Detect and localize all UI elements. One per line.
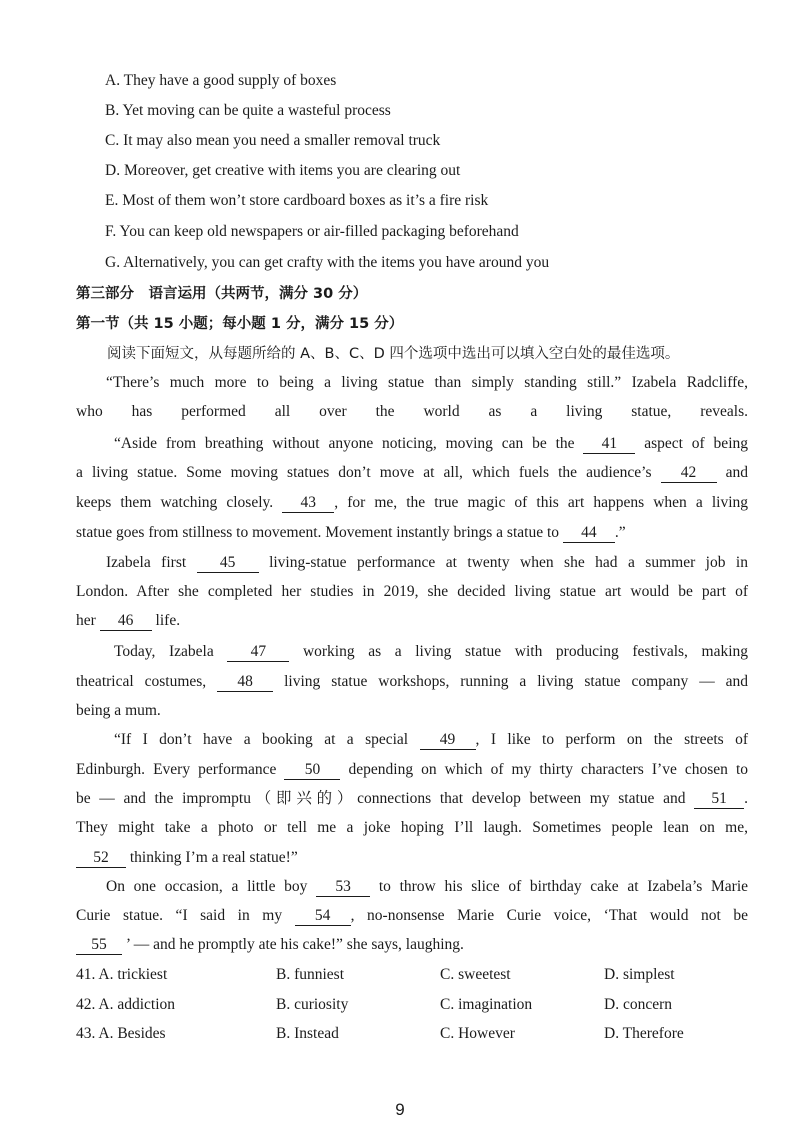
question-option: C. However	[440, 1025, 515, 1042]
option-d: D. Moreover, get creative with items you are clearing out	[105, 162, 461, 179]
passage-line: Curie statue. “I said in my 54 , no-nonsense Marie Curie voice, ‘That would not be	[76, 907, 748, 924]
blank-41: 41	[583, 435, 635, 454]
passage-line: statue goes from stillness to movement. Movement instantly brings a statue to 44 .”	[76, 524, 626, 541]
passage-line: her 46 life.	[76, 612, 181, 629]
passage-line: keeps them watching closely. 43 , for me, the true magic of this art happens when a living	[76, 494, 749, 511]
option-e: E. Most of them won’t store cardboard boxes as it’s a fire risk	[105, 192, 489, 209]
instruction: 阅读下面短文，从每题所给的 A、B、C、D 四个选项中选出可以填入空白处的最佳选项。	[107, 346, 680, 362]
passage-line: “If I don’t have a booking at a special 49 , I like to perform on the streets of	[114, 731, 749, 748]
question-option: D. concern	[604, 996, 672, 1013]
passage-line: Today, Izabela 47 working as a living statue with producing festivals, making	[114, 643, 749, 660]
question-option: D. Therefore	[604, 1025, 684, 1042]
blank-42: 42	[661, 464, 717, 483]
question-option: C. imagination	[440, 996, 533, 1013]
passage-line: be — and the impromptu（即兴的）connections that develop between my statue and 51 .	[76, 790, 749, 807]
question-option: B. curiosity	[276, 996, 349, 1013]
passage-line: being a mum.	[76, 702, 161, 719]
passage-line: a living statue. Some moving statues don’t move at all, which fuels the audience’s 42 and	[76, 464, 748, 481]
option-a: A. They have a good supply of boxes	[105, 72, 337, 89]
blank-50: 50	[284, 761, 340, 780]
passage-line: theatrical costumes, 48 living statue workshops, running a living statue company — and	[76, 673, 749, 690]
blank-43: 43	[282, 494, 334, 513]
passage-line: “Aside from breathing without anyone noticing, moving can be the 41 aspect of being	[114, 435, 748, 452]
blank-48: 48	[217, 673, 273, 692]
option-b: B. Yet moving can be quite a wasteful process	[105, 102, 391, 119]
passage-line: 52 thinking I’m a real statue!”	[76, 848, 298, 868]
blank-53: 53	[316, 878, 370, 897]
blank-47: 47	[227, 643, 289, 662]
blank-55: 55	[76, 936, 122, 955]
question-option: 41. A. trickiest	[76, 966, 168, 983]
question-row	[76, 995, 756, 1015]
section1-heading: 第一节（共 15 小题；每小题 1 分，满分 15 分）	[76, 316, 404, 332]
question-option: 43. A. Besides	[76, 1025, 166, 1042]
blank-49: 49	[420, 731, 476, 750]
question-row	[76, 1024, 756, 1044]
blank-44: 44	[563, 524, 615, 543]
question-option: C. sweetest	[440, 966, 511, 983]
passage-line: Edinburgh. Every performance 50 depending on which of my thirty characters I’ve chosen to	[76, 761, 749, 778]
part3-heading: 第三部分 语言运用（共两节，满分 30 分）	[76, 286, 368, 302]
passage-line: Izabela first 45 living-statue performance at twenty when she had a summer job in	[106, 554, 748, 571]
blank-45: 45	[197, 554, 259, 573]
passage-line: 55 ’ — and he promptly ate his cake!” she says, laughing.	[76, 935, 464, 955]
blank-52: 52	[76, 849, 126, 868]
question-option: 42. A. addiction	[76, 996, 176, 1013]
option-g: G. Alternatively, you can get crafty with the items you have around you	[105, 254, 550, 271]
option-c: C. It may also mean you need a smaller removal truck	[105, 132, 441, 149]
question-option: B. funniest	[276, 966, 345, 983]
blank-54: 54	[295, 907, 351, 926]
passage-line: who has performed all over the world as a living statue, reveals.	[76, 403, 748, 420]
question-row	[76, 965, 756, 985]
passage-line: They might take a photo or tell me a joke hoping I’ll laugh. Sometimes people lean on me,	[76, 819, 748, 836]
passage-line: London. After she completed her studies in 2019, she decided living statue art would be part of	[76, 583, 748, 600]
blank-46: 46	[100, 612, 152, 631]
blank-51: 51	[694, 790, 744, 809]
passage-line: “There’s much more to being a living statue than simply standing still.” Izabela Radcliffe,	[106, 374, 748, 391]
page-number: 9	[395, 1100, 405, 1119]
question-option: D. simplest	[604, 966, 675, 983]
option-f: F. You can keep old newspapers or air-filled packaging beforehand	[105, 223, 519, 240]
question-option: B. Instead	[276, 1025, 339, 1042]
passage-line: On one occasion, a little boy 53 to throw his slice of birthday cake at Izabela’s Marie	[106, 878, 749, 895]
